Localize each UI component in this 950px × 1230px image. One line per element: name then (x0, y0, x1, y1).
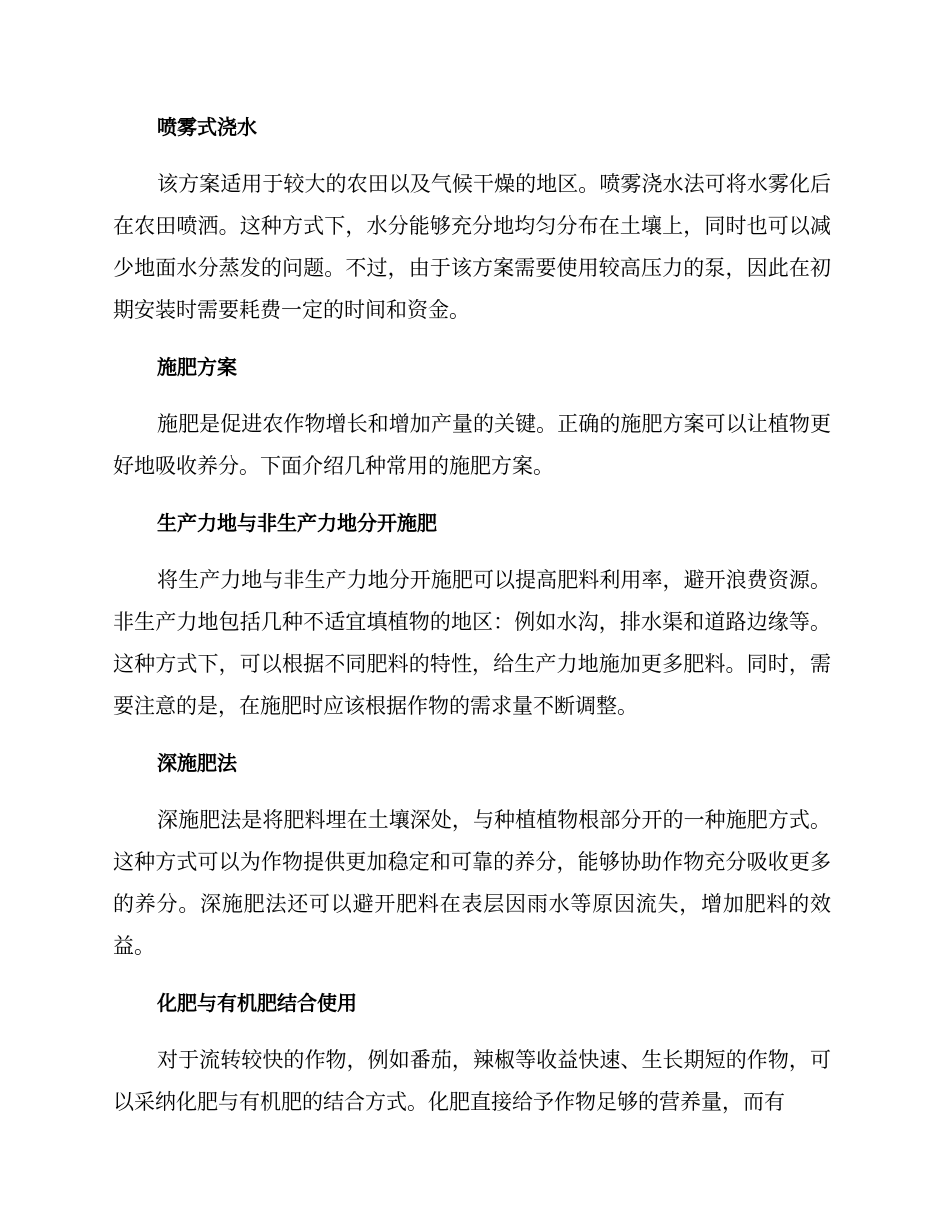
section-paragraph: 该方案适用于较大的农田以及气候干燥的地区。喷雾浇水法可将水雾化后在农田喷洒。这种方式下，水分能够充分地均匀分布在土壤上，同时也可以减少地面水分蒸发的问题。不过，由于该方案需要使用较高压力的泵，因此在初期安装时需要耗费一定的时间和资金。 (113, 172, 831, 322)
section-heading: 化肥与有机肥结合使用 (157, 991, 357, 1015)
section-paragraph: 将生产力地与非生产力地分开施肥可以提高肥料利用率，避开浪费资源。非生产力地包括几种不适宜填植物的地区：例如水沟，排水渠和道路边缘等。这种方式下，可以根据不同肥料的特性，给生产力地施加更多肥料。同时，需要注意的是，在施肥时应该根据作物的需求量不断调整。 (113, 568, 831, 718)
section-heading: 喷雾式浇水 (157, 115, 257, 139)
section-paragraph: 对于流转较快的作物，例如番茄，辣椒等收益快速、生长期短的作物，可以采纳化肥与有机肥的结合方式。化肥直接给予作物足够的营养量，而有 (113, 1048, 831, 1114)
section-heading: 生产力地与非生产力地分开施肥 (157, 511, 437, 535)
document-page (113, 113, 831, 1123)
section-paragraph: 深施肥法是将肥料埋在土壤深处，与种植植物根部分开的一种施肥方式。这种方式可以为作物提供更加稳定和可靠的养分，能够协助作物充分吸收更多的养分。深施肥法还可以避开肥料在表层因雨水等原因流失，增加肥料的效益。 (113, 808, 831, 958)
section-paragraph: 施肥是促进农作物增长和增加产量的关键。正确的施肥方案可以让植物更好地吸收养分。下面介绍几种常用的施肥方案。 (113, 412, 831, 478)
section-heading: 施肥方案 (157, 355, 237, 379)
section-heading: 深施肥法 (157, 751, 237, 775)
